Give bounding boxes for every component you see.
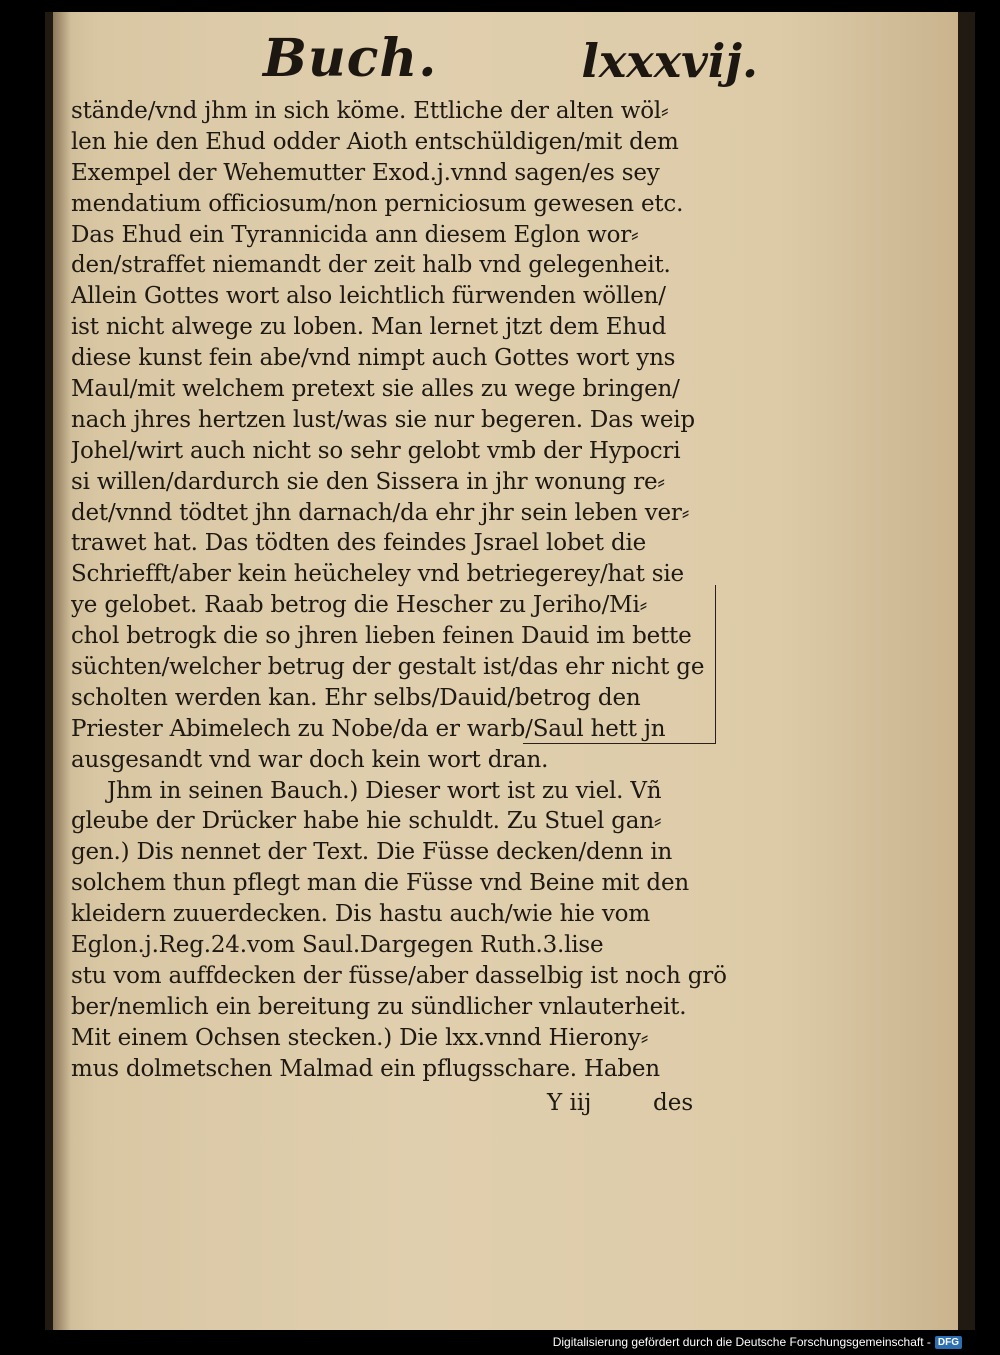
text-line: chol betrogk die so jhren lieben feinen Dauid im bette [71,623,692,650]
text-line: stände/vnd jhm in sich köme. Ettliche der alten wöl⸗ [71,98,669,124]
text-line: ist nicht alwege zu loben. Man lernet jtzt dem Ehud [71,314,667,341]
text-line: gleube der Drücker habe hie schuldt. Zu Stuel gan⸗ [71,808,662,835]
book-page [53,12,958,1330]
text-line: mendatium officiosum/non perniciosum gewesen etc. [71,190,684,217]
text-line: Mit einem Ochsen stecken.) Die lxx.vnnd Hierony⸗ [71,1024,649,1051]
text-line: len hie den Ehud odder Aioth entschüldigen/mit dem [71,128,679,155]
text-line: diese kunst fein abe/vnd nimpt auch Gottes wort yns [71,345,676,372]
text-line: gen.) Dis nennet der Text. Die Füsse decken/denn in [71,839,673,866]
text-line: den/straffet niemandt der zeit halb vnd gelegenheit. [71,252,671,279]
text-line: Priester Abimelech zu Nobe/da er warb/Saul hett jn [71,715,666,742]
text-line: scholten werden kan. Ehr selbs/Dauid/betrog den [71,684,641,711]
footer-credit [553,1335,962,1349]
text-line: Jhm in seinen Bauch.) Dieser wort ist zu viel. Vñ [107,777,662,804]
text-line: solchem thun pflegt man die Füsse vnd Beine mit den [71,870,689,897]
handwritten-annotation-box [523,585,716,744]
text-line: ber/nemlich ein bereitung zu sündlicher vnlauterheit. [71,993,687,1020]
text-line: Schriefft/aber kein heücheley vnd betriegerey/hat sie [71,561,684,588]
dfg-logo-icon: DFG [935,1336,962,1349]
text-line: trawet hat. Das tödten des feindes Jsrael lobet die [71,530,647,557]
text-line: si willen/dardurch sie den Sissera in jhr wonung re⸗ [71,468,665,495]
text-line: det/vnnd tödtet jhn darnach/da ehr jhr sein leben ver⸗ [71,499,690,526]
catchword: des [653,1090,694,1116]
text-line: Exempel der Wehemutter Exod.j.vnnd sagen/es sey [71,159,660,186]
text-line: ye gelobet. Raab betrog die Hescher zu Jeriho/Mi⸗ [71,592,648,619]
text-line: süchten/welcher betrug der gestalt ist/das ehr nicht ge [71,654,705,681]
text-line: ausgesandt vnd war doch kein wort dran. [71,746,549,773]
folio-number: lxxxvij. [581,34,758,88]
binding-shadow [53,12,71,1330]
text-line: nach jhres hertzen lust/was sie nur begeren. Das weip [71,406,695,433]
footer-text: Digitalisierung gefördert durch die Deutsche Forschungsgemeinschaft - [552,1335,931,1349]
text-line: Eglon.j.Reg.24.vom Saul.Dargegen Ruth.3.lise [71,932,604,959]
signature-mark: Y iij [547,1090,592,1116]
text-line: Allein Gottes wort also leichtlich fürwenden wöllen/ [71,283,666,310]
scanned-page-frame [45,12,975,1330]
text-line: Maul/mit welchem pretext sie alles zu wege bringen/ [71,376,680,403]
text-line: mus dolmetschen Malmad ein pflugsschare. Haben [71,1055,660,1082]
running-head: Buch. [263,28,438,89]
text-line: stu vom auffdecken der füsse/aber dasselbig ist noch grö [71,962,727,989]
text-line: kleidern zuuerdecken. Dis hastu auch/wie hie vom [71,901,650,928]
text-line: Johel/wirt auch nicht so sehr gelobt vmb der Hypocri [71,437,681,464]
text-line: Das Ehud ein Tyrannicida ann diesem Eglon wor⸗ [71,221,639,248]
